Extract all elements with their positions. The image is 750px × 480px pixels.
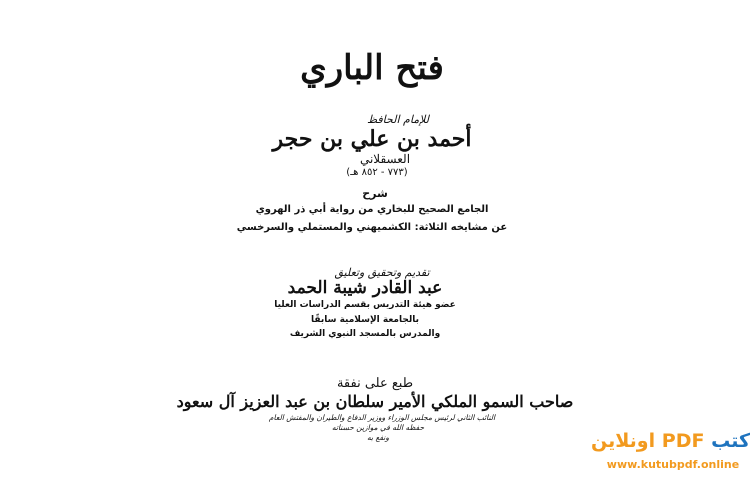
description-line-2: عن مشايخه الثلاثة: الكشميهني والمستملي والسرخسي — [236, 222, 508, 233]
editor-line-2: بالجامعة الإسلامية سابقًا — [310, 315, 420, 325]
watermark-word-3: اونلاين — [591, 430, 656, 452]
patron-line-1: النائب الثاني لرئيس مجلس الوزراء ووزير الدفاع والطيران والمفتش العام — [268, 413, 496, 422]
editor-line-3: والمدرس بالمسجد النبوي الشريف — [289, 329, 441, 339]
patron-name: صاحب السمو الملكي الأمير سلطان بن عبد العزيز آل سعود — [176, 392, 574, 411]
watermark-logo — [591, 430, 750, 452]
author-name: أحمد بن علي بن حجر — [272, 126, 472, 152]
editor-line-1: عضو هيئة التدريس بقسم الدراسات العليا — [274, 300, 456, 310]
sharh-label: شرح — [362, 187, 388, 200]
imam-label: للإمام الحافظ — [366, 113, 430, 126]
watermark-url[interactable]: www.kutubpdf.online — [606, 458, 740, 471]
intro-label: تقديم وتحقيق وتعليق — [334, 266, 430, 279]
editor-name: عبد القادر شيبة الحمد — [287, 278, 443, 298]
book-title: فتح الباري — [300, 48, 444, 88]
author-dates: (٧٧٣ - ٨٥٢ هـ) — [346, 167, 408, 178]
patron-line-3: ونفع به — [367, 433, 389, 442]
patron-line-2: حفظه الله في موازين حسناته — [331, 423, 425, 432]
description-line-1: الجامع الصحيح للبخاري من رواية أبي ذر الهروي — [255, 204, 489, 215]
printed-label: طبع على نفقة — [336, 376, 414, 391]
author-nisba: العسقلاني — [359, 152, 411, 166]
watermark-word-1: كتب — [711, 430, 750, 452]
watermark-word-2: PDF — [661, 430, 705, 452]
